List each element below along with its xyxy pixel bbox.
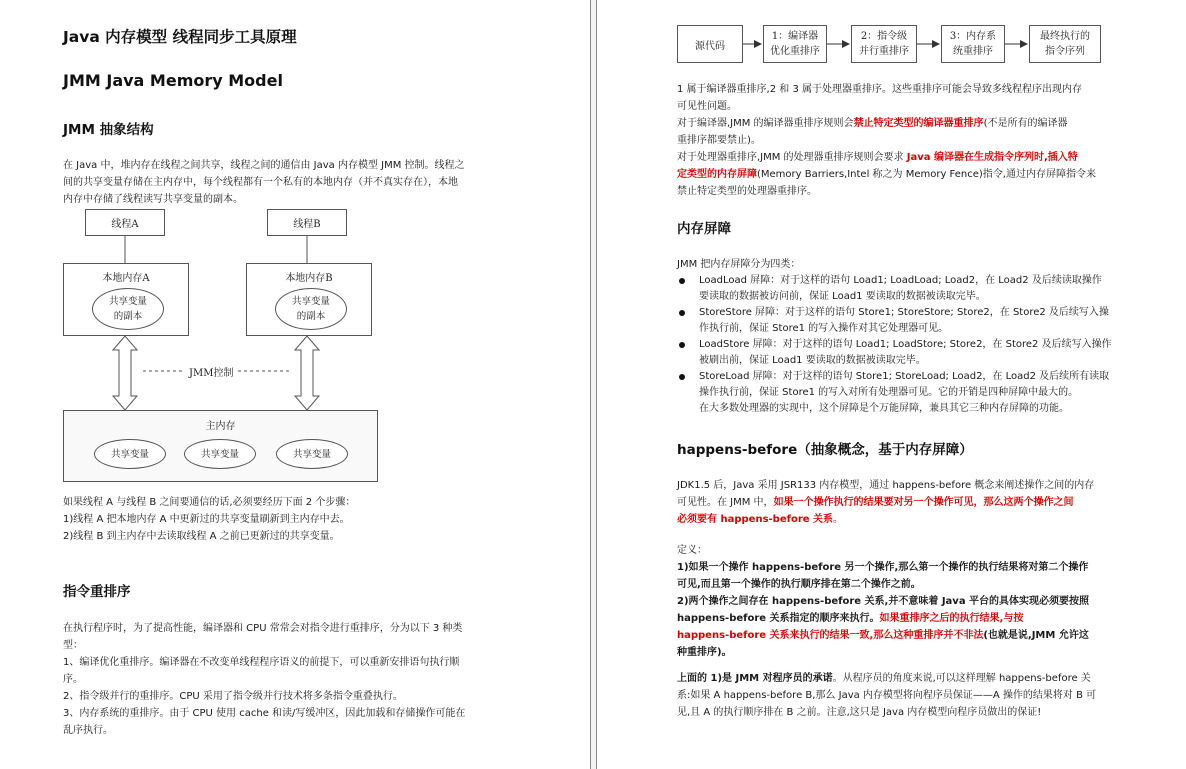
text-span: (Memory Barriers,Intel 称之为 Memory Fence)指令,通过内存屏障指令来: [757, 169, 1096, 180]
text-line: 1)线程 A 把本地内存 A 中更新过的共享变量刷新到主内存中去。: [63, 514, 350, 525]
shared-var-ellipse-2: 共享变量: [184, 439, 256, 469]
highlight-text: Java 编译器在生成指令序列时,插入特: [906, 152, 1078, 163]
text-line: JDK1.5 后，Java 采用 JSR133 内存模型，通过 happens-before 概念来阐述操作之间的内存: [677, 480, 1095, 491]
flow-box-instruction: [851, 25, 917, 63]
list-item: [677, 273, 1117, 305]
text-line: 重排序都要禁止)。: [677, 135, 761, 146]
flow-box-compiler-l1: 1：编译器: [771, 31, 819, 42]
flow-box-final-l1: 最终执行的: [1040, 31, 1090, 42]
text-span: happens-before 关系指定的顺序来执行。: [677, 613, 880, 624]
text-line: [677, 627, 1117, 644]
text-line: 在执行程序时，为了提高性能，编译器和 CPU 常常会对指令进行重排序，分为以下 3 种类: [63, 623, 463, 634]
flow-box-instruction-l1: 2：指令级: [860, 31, 908, 42]
text-line: 要读取的数据被访问前，保证 Load1 要读取的数据被读取完毕。: [699, 291, 986, 302]
list-item: [677, 369, 1117, 417]
flow-box-compiler: [763, 25, 827, 63]
text-line: [677, 166, 1117, 183]
flow-box-memory-l2: 统重排序: [953, 46, 993, 57]
text-line: 在 Java 中，堆内存在线程之间共享，线程之间的通信由 Java 内存模型 JMM 控制。线程之: [63, 160, 465, 171]
copy-b-line1: 共享变量: [291, 296, 330, 307]
local-a-label: 本地内存A: [102, 273, 150, 284]
copy-a-line2: 的副本: [113, 311, 143, 322]
text-span: 对于编译器,JMM 的编译器重排序规则会: [677, 118, 854, 129]
communication-paragraph: [63, 494, 503, 545]
reorder-paragraph: [63, 620, 503, 739]
text-span: (也就是说,JMM 允许这: [983, 630, 1089, 641]
text-line: 见,且 A 的执行顺序排在 B 之前。注意,这只是 Java 内存模型向程序员做出的保证!: [677, 707, 1042, 718]
flow-box-final: [1029, 25, 1101, 63]
doc-title: Java 内存模型 线程同步工具原理: [63, 28, 297, 46]
text-span: (不是所有的编译器: [983, 118, 1068, 129]
flow-box-memory: [941, 25, 1005, 63]
definition-list: [677, 559, 1117, 661]
text-line: 3、内存系统的重排序。由于 CPU 使用 cache 和读/写缓冲区，因此加载和存储操作可能在: [63, 708, 466, 719]
flow-box-compiler-l2: 优化重排序: [770, 46, 820, 57]
copy-a-ellipse: [92, 288, 164, 330]
text-line: [677, 610, 1117, 627]
text-line: 间的共享变量存储在主内存中，每个线程都有一个私有的本地内存（并不真实存在），本地: [63, 177, 458, 188]
bullet-icon: [679, 310, 685, 316]
text-line: 乱序执行。: [63, 725, 113, 736]
copy-b-ellipse: [275, 288, 347, 330]
jmm-diagram: [63, 205, 378, 485]
bullet-icon: [679, 342, 685, 348]
thread-b-box: 线程B: [267, 209, 347, 236]
flow-box-memory-l1: 3：内存系: [949, 31, 997, 42]
local-b-label: 本地内存B: [285, 273, 333, 284]
text-line: [677, 149, 1117, 166]
flow-box-source: 源代码: [677, 25, 743, 63]
list-item: [677, 305, 1117, 337]
highlight-text: 必须要有 happens-before 关系: [677, 514, 834, 525]
text-line: [677, 494, 1117, 511]
highlight-text: 如果重排序之后的执行结果,与按: [879, 613, 1024, 624]
shared-var-ellipse-1: 共享变量: [94, 439, 166, 469]
happens-before-intro: [677, 477, 1117, 528]
local-memory-b: [246, 263, 372, 336]
main-memory-box: [63, 410, 378, 482]
reorder-flow-diagram: [677, 23, 1107, 65]
jmm-heading: JMM Java Memory Model: [63, 71, 283, 90]
text-line: 1 属于编译器重排序,2 和 3 属于处理器重排序。这些重排序可能会导致多线程程序出现内存: [677, 84, 1082, 95]
highlight-text: 禁止特定类型的编译器重排序: [853, 118, 984, 129]
main-memory-label: 主内存: [205, 421, 236, 432]
copy-b-line2: 的副本: [296, 311, 326, 322]
text-line: 禁止特定类型的处理器重排序。: [677, 186, 817, 197]
text-line: StoreStore 屏障：对于这样的语句 Store1; StoreStore; Store2，在 Store2 及后续写入操: [699, 307, 1109, 318]
reorder-explanation: [677, 81, 1117, 200]
text-span: 可见性。在 JMM 中，: [677, 497, 774, 508]
text-line: 1、编译优化重排序。编译器在不改变单线程程序语义的前提下，可以重新安排语句执行顺: [63, 657, 460, 668]
shared-var-ellipse-3: 共享变量: [276, 439, 348, 469]
thread-a-box: 线程A: [85, 209, 165, 236]
jmm-control-label: JMM控制: [189, 368, 234, 379]
barrier-list: [677, 273, 1117, 417]
double-arrow-b: [295, 336, 319, 410]
page-divider: [590, 0, 597, 769]
text-line: 2、指令级并行的重排序。CPU 采用了指令级并行技术将多条指令重叠执行。: [63, 691, 403, 702]
text-span: 对于处理器重排序,JMM 的处理器重排序规则会要求: [677, 152, 907, 163]
bullet-icon: [679, 374, 685, 380]
text-line: 操作执行前，保证 Store1 的写入对所有处理器可见。它的开销是四种屏障中最大的。: [699, 387, 1079, 398]
promise-paragraph: [677, 670, 1117, 721]
reorder-heading: 指令重排序: [63, 584, 131, 600]
text-line: 如果线程 A 与线程 B 之间要通信的话,必须要经历下面 2 个步骤：: [63, 497, 356, 508]
text-line: 作执行前，保证 Store1 的写入操作对其它处理器可见。: [699, 323, 949, 334]
definition-label: 定义：: [677, 545, 707, 556]
text-line: [677, 511, 1117, 528]
flow-box-instruction-l2: 并行重排序: [859, 46, 909, 57]
text-line: 可见性问题。: [677, 101, 737, 112]
abstract-paragraph: [63, 157, 503, 208]
bold-text: 上面的 1)是 JMM 对程序员的承诺: [677, 673, 833, 684]
text-line: StoreLoad 屏障：对于这样的语句 Store1; StoreLoad; Load2，在 Load2 及后续所有读取: [699, 371, 1110, 382]
left-page: [0, 0, 590, 769]
text-line: 型：: [63, 640, 83, 651]
text-line: 在大多数处理器的实现中，这个屏障是个万能屏障，兼具其它三种内存屏障的功能。: [699, 403, 1069, 414]
abstract-heading: JMM 抽象结构: [63, 122, 154, 138]
copy-a-line1: 共享变量: [108, 296, 147, 307]
local-memory-a: [63, 263, 189, 336]
bullet-icon: [679, 278, 685, 284]
text-line: 2)两个操作之间存在 happens-before 关系,并不意味着 Java 平台的具体实现必须要按照: [677, 596, 1090, 607]
barrier-intro: JMM 把内存屏障分为四类：: [677, 259, 801, 270]
text-span: 。从程序员的角度来说,可以这样理解 happens-before 关: [832, 673, 1091, 684]
text-line: 2)线程 B 到主内存中去读取线程 A 之前已更新过的共享变量。: [63, 531, 340, 542]
happens-before-heading: happens-before（抽象概念，基于内存屏障）: [677, 442, 973, 458]
text-line: LoadLoad 屏障：对于这样的语句 Load1; LoadLoad; Load2，在 Load2 及后续读取操作: [699, 275, 1102, 286]
flow-box-final-l2: 指令序列: [1045, 46, 1085, 57]
text-line: 种重排序)。: [677, 647, 732, 658]
highlight-text: happens-before 关系来执行的结果一致,那么这种重排序并不非法: [677, 630, 984, 641]
list-item: [677, 337, 1117, 369]
double-arrow-a: [113, 336, 137, 410]
barrier-heading: 内存屏障: [677, 221, 731, 237]
highlight-text: 如果一个操作执行的结果要对另一个操作可见，那么这两个操作之间: [773, 497, 1074, 508]
text-line: 可见,而且第一个操作的执行顺序排在第二个操作之前。: [677, 579, 921, 590]
right-page: [597, 0, 1186, 769]
text-line: [677, 670, 1117, 687]
text-line: 序。: [63, 674, 83, 685]
text-line: 内存中存储了线程读写共享变量的副本。: [63, 194, 243, 205]
highlight-text: 定类型的内存屏障: [677, 169, 757, 180]
text-line: 系:如果 A happens-before B,那么 Java 内存模型将向程序员保证——A 操作的结果将对 B 可: [677, 690, 1097, 701]
text-line: 1)如果一个操作 happens-before 另一个操作,那么第一个操作的执行结果将对第二个操作: [677, 562, 1089, 573]
text-span: 。: [833, 514, 844, 525]
text-line: [677, 115, 1117, 132]
text-line: 被刷出前，保证 Load1 要读取的数据被读取完毕。: [699, 355, 926, 366]
text-line: LoadStore 屏障：对于这样的语句 Load1; LoadStore; Store2，在 Store2 及后续写入操作: [699, 339, 1112, 350]
